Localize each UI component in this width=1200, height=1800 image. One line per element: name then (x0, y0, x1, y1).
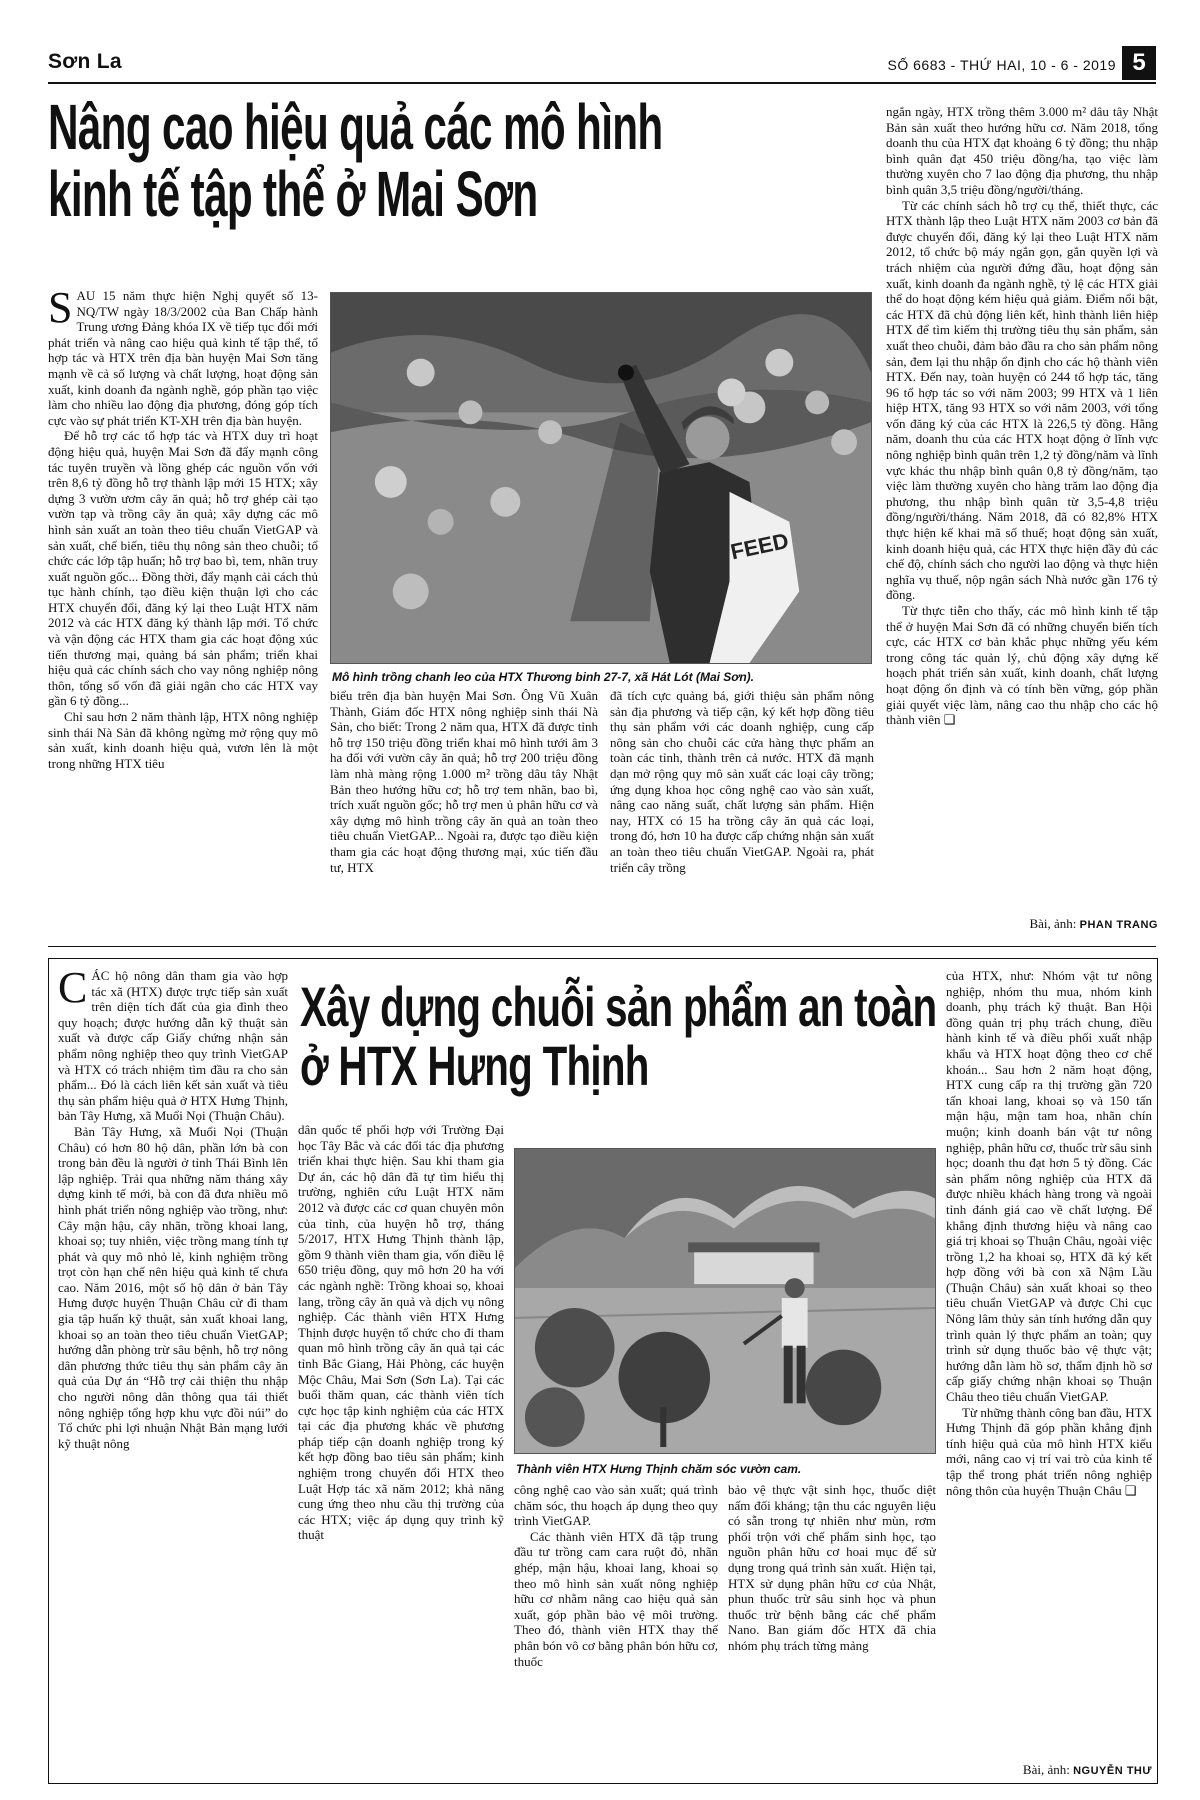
article2-col2-text: dân quốc tế phối hợp với Trường Đại học Tây Bắc và các đối tác địa phương triển khai thực hiện. Sau khi tham gia Dự án, các hộ dân đã tự tìm hiểu thị trường, nghiên cứu Luật HTX năm 2012 và được các cơ quan chuyên môn của tỉnh, của huyện hỗ trợ, tháng 5/2017, HTX Hưng Thịnh thành lập, gồm 9 thành viên tham gia, vốn điều lệ 650 triệu đồng, quy mô hơn 20 ha với các ngành nghề: Trồng khoai sọ, khoai lang, trồng cây ăn quả và dịch vụ nông nghiệp. Các thành viên HTX Hưng Thịnh được huyện tổ chức cho đi tham quan mô hình trồng cây ăn quả tại các tỉnh Bắc Giang, Hải Phòng, các huyện Mộc Châu, Mai Sơn (Sơn La). Tại các buổi thăm quan, các thành viên tích cực học tập kinh nghiệm của các HTX tại các địa phương khác về phương pháp tiếp cận doanh nghiệp trong ký kết hợp đồng bao tiêu sản phẩm; kinh nghiệm trong chuyển đổi HTX theo Luật Hợp tác xã năm 2012; khả năng cung ứng theo nhu cầu thị trường của các HTX; việc áp dụng quy trình kỹ thuật (298, 1122, 504, 1543)
article1-photo (330, 292, 872, 664)
article1-headline-line1: Nâng cao hiệu quả các mô hình (48, 91, 663, 163)
orange-orchard-image (515, 1149, 935, 1453)
article2-col1-p2: Bản Tây Hưng, xã Muổi Nọi (Thuận Châu) có hơn 80 hộ dân, phần lớn bà con trong bản đều là người ở tỉnh Thái Bình lên lập nghiệp. Trải qua những năm tháng xây dựng kinh tế mới, bà con đã đưa nhiều mô hình phát triển nông nghiệp vào trồng, như: Cây mận hậu, cây nhãn, trồng khoai lang, khoai sọ; tuy nhiên, việc trồng mang tính tự phát và quy mô nhỏ lẻ, kinh nghiệm trồng trọt còn hạn chế nên hiệu quả kinh tế chưa cao. Năm 2016, một số hộ dân ở bản Tây Hưng được huyện Thuận Châu cử đi tham gia tập huấn kỹ thuật, sản xuất khoai lang, khoai sọ an toàn theo tiêu chuẩn VietGAP; hướng dẫn phòng trừ sâu bệnh, hỗ trợ nông dân phương thức tiêu thụ sản phẩm cây ăn quả của Dự án “Hỗ trợ cải thiện thu nhập cho người nông dân thông qua tái thiết nông nghiệp tổng hợp khu vực đồi núi” do Tổ chức phi lợi nhuận Nhật Bản mạng lưới kỹ thuật nông (58, 1123, 288, 1451)
article1-col2-text: biểu trên địa bàn huyện Mai Sơn. Ông Vũ Xuân Thành, Giám đốc HTX nông nghiệp sinh thái Nà Sản, cho biết: Trong 2 năm qua, HTX đã được tỉnh hỗ trợ 150 triệu đồng triển khai mô hình tưới âm 3 ha đối với vườn cây ăn quả; hỗ trợ 200 triệu đồng làm nhà màng rộng 1.000 m² trồng dâu tây Nhật Bản theo hướng hữu cơ; hỗ trợ tem nhãn, bao bì, trích xuất nguồn gốc; hỗ trợ men ủ phân hữu cơ và xây dựng mô hình trồng cây ăn quả an toàn theo tiêu chuẩn VietGAP... Ngoài ra, được tạo điều kiện tham gia các hoạt động thương mại, xúc tiến đầu tư, HTX (330, 688, 598, 875)
article1-dropcap: S (48, 288, 73, 332)
passion-fruit-farmer-image (331, 293, 871, 663)
page-header (48, 46, 1156, 84)
article-divider (48, 946, 1156, 947)
article2-col5-p1: của HTX, như: Nhóm vật tư nông nghiệp, nhóm thu mua, nhóm kinh doanh, phụ trách kỹ thuật. Ban Hội đồng quản trị phụ trách chung, điều hành kinh tế và điều phối xuất nhập khẩu và HTX hoạt động theo cơ chế khoán... Sau hơn 2 năm hoạt động, HTX cung cấp ra thị trường gần 720 tấn khoai lang, khoai sọ và 150 tấn mận hậu, mận tam hoa, nhãn chín muộn; kinh doanh bán vật tư nông nghiệp, phân hữu cơ, thuốc trừ sâu sinh học; doanh thu đạt hơn 5 tỷ đồng. Các sản phẩm nông nghiệp của HTX đã được nhiều khách hàng trong và ngoài tỉnh đánh giá cao về chất lượng. Để khẳng định thương hiệu và nâng cao giá trị khoai sọ Thuận Châu, ngoài việc trồng 1,2 ha khoai sọ, HTX đã ký kết hợp đồng với bà con xã Nậm Lầu (Thuận Châu) sản xuất khoai sọ theo tiêu chuẩn VietGAP và được Chi cục Nông lâm thủy sản tính hướng dẫn quy trình quản lý thực phẩm an toàn; quy trình sử dụng thuốc bảo vệ thực vật; hướng dẫn làm hồ sơ, thẩm định hồ sơ cấp giấy chứng nhận khoai sọ Thuận Châu theo tiêu chuẩn VietGAP. (946, 968, 1152, 1405)
article1-col2 (330, 688, 598, 928)
article1-col1-p1: AU 15 năm thực hiện Nghị quyết số 13-NQ/TW ngày 18/3/2002 của Ban Chấp hành Trung ương Đảng khóa IX về tiếp tục đổi mới phát triển và nâng cao hiệu quả kinh tế tập thể, tổ hợp tác và HTX trên địa bàn huyện Mai Sơn tăng mạnh về cả số lượng và chất lượng, hoạt động sản xuất, kinh doanh đa ngành nghề, góp phần tạo việc làm cho nhiều lao động địa phương, đóng góp tích cực vào sự phát triển KT-XH trên địa bàn huyện. (48, 288, 318, 428)
article2-col1 (58, 968, 288, 1776)
article2-byline (946, 1762, 1152, 1778)
article1-col4 (886, 104, 1158, 904)
article2-headline-line1: Xây dựng chuỗi sản phẩm an toàn (300, 975, 937, 1038)
article2-col3-p2: Các thành viên HTX đã tập trung đầu tư trồng cam cara ruột đỏ, nhãn ghép, mận hậu, khoai lang, khoai sọ theo mô hình sản xuất nông nghiệp hữu cơ nhằm nâng cao hiệu quả sản xuất, góp phần bảo vệ môi trường. Theo đó, thành viên HTX thay thế phân bón vô cơ bằng phân bón hữu cơ, thuốc (514, 1528, 718, 1669)
article1-col3-text: đã tích cực quảng bá, giới thiệu sản phẩm nông sản địa phương và tiếp cận, ký kết hợp đồng tiêu thụ sản phẩm với các doanh nghiệp, cung cấp nông sản cho chuỗi các cửa hàng thực phẩm an toàn các tỉnh, thành trên cả nước. HTX đã mạnh dạn mở rộng quy mô sản xuất các loại cây trồng; ứng dụng khoa học công nghệ cao vào sản xuất, nâng cao năng suất, chất lượng sản phẩm. Hiện nay, HTX có 15 ha trồng cây ăn quả các loại, trong đó, hơn 10 ha được cấp chứng nhận sản xuất an toàn theo tiêu chuẩn VietGAP. Ngoài ra, phát triển cây trồng (610, 688, 874, 875)
header-rule (48, 82, 1156, 84)
article1-photo-caption: Mô hình trồng chanh leo của HTX Thương binh 27-7, xã Hát Lót (Mai Sơn). (332, 670, 755, 684)
article2-col3-p1: công nghệ cao vào sản xuất; quá trình chăm sóc, thu hoạch áp dụng theo quy trình VietGAP. (514, 1482, 718, 1529)
article2-byline-prefix: Bài, ảnh: (1022, 1762, 1070, 1777)
article1-col1-p2: Để hỗ trợ các tổ hợp tác và HTX duy trì hoạt động hiệu quả, huyện Mai Sơn đã đẩy mạnh công tác tuyên truyền và lồng ghép các nguồn vốn với trên 8,6 tỷ đồng hỗ trợ thành lập mới 15 HTX; xây dựng 3 vườn ươm cây ăn quả; hỗ trợ ghép cải tạo vườn tạp và trồng cây ăn quả; xây dựng các mô hình sản xuất an toàn theo tiêu chuẩn VietGAP và sản xuất, chế biến, tiêu thụ nông sản theo chuỗi; tổ chức các lớp tập huấn; hỗ trợ bao bì, tem, nhãn truy xuất nguồn gốc... Đồng thời, đẩy mạnh cải cách thủ tục hành chính, tạo điều kiện thuận lợi cho các HTX chuyển đổi, đăng ký lại theo Luật HTX năm 2012 và các HTX đăng ký thành lập mới. Tổ chức và vận động các HTX tham gia các hoạt động xúc tiến thương mại, quảng bá sản phẩm; triển khai hiệu quả các chính sách cho vay nông nghiệp nông thôn, tổng số vốn đã giải ngân cho các HTX vay gần 6 tỷ đồng... (48, 428, 318, 709)
article2-photo (514, 1148, 936, 1454)
article2-dropcap: C (58, 968, 88, 1012)
article1-byline-name: PHAN TRANG (1079, 919, 1158, 931)
article2-col3 (514, 1482, 718, 1776)
article1-headline (48, 91, 663, 231)
article1-col1 (48, 288, 318, 926)
article1-headline-line2: kinh tế tập thể ở Mai Sơn (48, 158, 538, 231)
article1-col4-p3: Từ thực tiễn cho thấy, các mô hình kinh tế tập thể ở huyện Mai Sơn đã có những chuyển biến tích cực, các HTX cơ bản khắc phục những yếu kém trong công tác quản lý, chủ động xây dựng kế hoạch phát triển sản xuất, kinh doanh, chất lượng hoạt động ổn định và có tính bền vững, góp phần giải quyết việc làm, nâng cao thu nhập cho các hộ thành viên ❑ (886, 603, 1158, 728)
article2-col4-text: bảo vệ thực vật sinh học, thuốc diệt nấm đối kháng; tận thu các nguyên liệu có sẵn trong tự nhiên như mùn, rơm phối trộn với chế phẩm sinh học, tạo nguồn phân hữu cơ hoai mục để sử dụng trong quá trình sản xuất. Hiện tại, HTX sử dụng phân hữu cơ của Nhật, phun thuốc trừ sâu sinh học và phun thuốc trừ bệnh bằng các chế phẩm Nano. Ban giám đốc HTX đã chia nhóm phụ trách từng mảng (728, 1482, 936, 1653)
article1-byline-prefix: Bài, ảnh: (1029, 916, 1077, 931)
page-number: 5 (1122, 46, 1156, 80)
article2-col5 (946, 968, 1152, 1758)
article1-byline (886, 916, 1158, 932)
article1-col3 (610, 688, 874, 928)
article2-headline-line2: ở HTX Hưng Thịnh (300, 1033, 649, 1097)
article2-col4 (728, 1482, 936, 1776)
article1-col4-p1: ngắn ngày, HTX trồng thêm 3.000 m² dâu tây Nhật Bản sản xuất theo hướng hữu cơ. Năm 2018, tổng doanh thu của HTX đạt khoảng 6 tỷ đồng; thu nhập bình quân đạt 450 triệu đồng/ha, tạo việc làm thường xuyên cho 7 lao động địa phương, thu nhập bình quân 3,5 triệu đồng/người/tháng. (886, 104, 1158, 197)
article2-col1-p1: ÁC hộ nông dân tham gia vào hợp tác xã (HTX) được trực tiếp sản xuất trên diện tích đất của gia đình theo quy hoạch; được hướng dẫn kỹ thuật sản xuất và được cấp Giấy chứng nhận sản phẩm nông nghiệp theo quy trình VietGAP và HTX có trách nhiệm tìm đầu ra cho sản phẩm... Đó là cách liên kết sản xuất và tiêu thụ sản phẩm hiệu quả ở HTX Hưng Thịnh, bản Tây Hưng, xã Muổi Nọi (Thuận Châu). (58, 968, 288, 1124)
article1-col4-p2: Từ các chính sách hỗ trợ cụ thể, thiết thực, các HTX thành lập theo Luật HTX năm 2003 cơ bản đã được chuyển đổi, đăng ký lại theo Luật HTX năm 2012, tổ chức bộ máy ngắn gọn, gắn quyền lợi và trách nhiệm của người đứng đầu, hoạt động sản xuất, kinh doanh đa ngành nghề, tỷ lệ các HTX giải thể do hoạt động kém hiệu quả giảm. Điểm nổi bật, các HTX đã chủ động liên kết, hình thành liên hiệp HTX để tìm kiếm thị trường tiêu thụ sản phẩm, sản xuất theo chuỗi, đảm bảo đầu ra cho sản phẩm nông sản, đem lại thu nhập ổn định cho các hộ thành viên HTX. Đến nay, toàn huyện có 244 tổ hợp tác, tăng 96 tổ hợp tác so với năm 2003; 99 HTX và 1 liên hiệp HTX, tăng 93 HTX so với năm 2003, với tổng vốn đăng ký của các HTX là 226,5 tỷ đồng. Hằng năm, doanh thu của các HTX hoạt động ở lĩnh vực nông nghiệp bình quân trên 1,2 tỷ đồng/năm và lĩnh vực khác thu nhập bình quân 0,8 tỷ đồng/năm, tạo việc làm thường xuyên cho hàng trăm lao động địa phương, thu nhập bình quân từ 3,5-4,8 triệu đồng/người/tháng. Năm 2018, đã có 82,8% HTX thực hiện kế khai mã số thuế; hoạt động sản xuất, kinh doanh hiệu quả, các HTX thực hiện đầy đủ các chế độ, chính sách cho người lao động và thực hiện nghĩa vụ thuế, nộp ngân sách Nhà nước gần 176 tỷ đồng. (886, 197, 1158, 603)
article2-headline (300, 975, 937, 1097)
article2-col2 (298, 1122, 504, 1776)
issue-line: SỐ 6683 - THỨ HAI, 10 - 6 - 2019 (887, 57, 1116, 73)
article2-col5-p2: Từ những thành công ban đầu, HTX Hưng Thịnh đã góp phần khẳng định tính hiệu quả của mô hình HTX kiểu mới, nâng cao vị trí vai trò của kinh tế tập thể trong phát triển nông nghiệp nông thôn của huyện Thuận Châu ❑ (946, 1404, 1152, 1498)
article2-byline-name: NGUYỄN THƯ (1073, 1765, 1152, 1777)
article1-col1-p3: Chỉ sau hơn 2 năm thành lập, HTX nông nghiệp sinh thái Nà Sản đã không ngừng mở rộng quy mô sản xuất, kinh doanh hiệu quả, vươn lên là một trong những HTX tiêu (48, 709, 318, 771)
bag-text: FEED (728, 527, 791, 565)
section-name: Sơn La (48, 50, 122, 73)
article2-photo-caption: Thành viên HTX Hưng Thịnh chăm sóc vườn cam. (516, 1462, 802, 1476)
